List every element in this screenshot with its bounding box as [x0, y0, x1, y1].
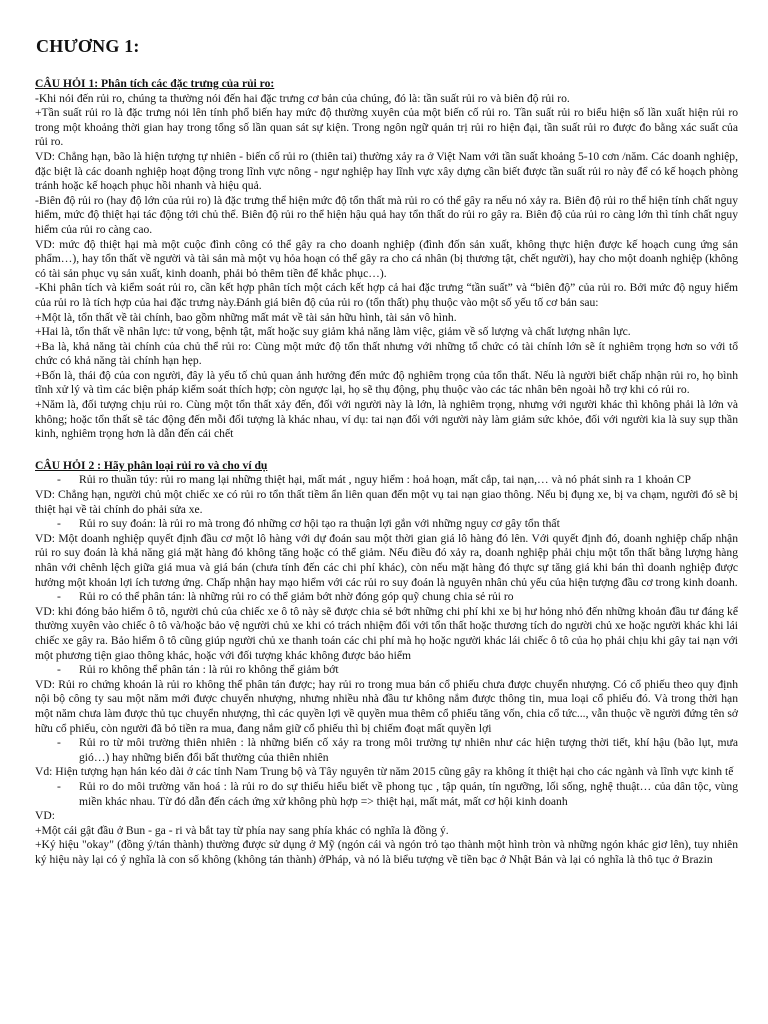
chapter-title: CHƯƠNG 1: [36, 36, 140, 56]
paragraph: Vd: Hiện tượng hạn hán kéo dài ở các tỉnh Nam Trung bộ và Tây nguyên từ năm 2015 cũng gây ra không ít thiệt hại cho các ngành và lĩnh vực kinh tế [35, 765, 734, 779]
paragraph: -Khi nói đến rủi ro, chúng ta thường nói đến hai đặc trưng cơ bản của chúng, đó là: tần suất rủi ro và biên độ rủi ro. [35, 91, 570, 105]
paragraph: VD: Chẳng hạn, bão là hiện tượng tự nhiên - biến cố rủi ro (thiên tai) thường xảy ra ở Việt Nam với tần suất khoảng 5-10 cơn /năm. Các doanh nghiệp, đặc biệt là các doanh nghiệp hoạt động trong lĩnh vực nông - ngư nghiệp hay lĩnh vực xây dựng cần biết được tần suất rủi ro này để có kế hoạch phòng tránh hoặc kế hoạch phục hồi nhanh và hiệu quả. [35, 149, 738, 193]
document-body [35, 77, 738, 867]
paragraph: VD: khi đóng bảo hiểm ô tô, người chủ của chiếc xe ô tô này sẽ được chia sẻ bớt những chi phí khi xe bị hư hỏng nhỏ đến những khoản đầu tư đáng kể thường xuyên vào chiếc ô tô và/hoặc bảo vệ người chủ xe khi có trách nhiệm đối với tổn thất hoặc thương tích do người chủ xe hoặc người khác khi lái chiếc xe gây ra. Bảo hiểm ô tô cũng giúp người chủ xe thanh toán các chi phí mà họ hoặc người khác lái chiếc ô tô của họ phải chịu khi gây tai nạn với một phương tiện giao thông khác, hoặc với đối tượng khác không được bảo hiểm [35, 604, 738, 662]
section-gap [35, 442, 738, 459]
paragraph: VD: mức độ thiệt hại mà một cuộc đình công có thể gây ra cho doanh nghiệp (đình đốn sản xuất, không thực hiện được kế hoạch cung ứng sản phẩm…), hay tổn thất về người và tài sản mà một vụ hỏa hoạn có thể gây ra cho cá nhân (bị thương tật, chết người), hay cho một doanh nghiệp (không có tài sản phục vụ sản xuất, kinh doanh, phải bỏ thêm tiền để khắc phục…). [35, 237, 738, 280]
risk-type-list [35, 780, 738, 809]
list-item: - Rủi ro thuần túy: rủi ro mang lại những thiệt hại, mất mát , nguy hiểm : hoả hoạn, mất cắp, tai nạn,… và nó phát sinh ra 1 khoản CP [35, 473, 738, 488]
paragraph: +Một là, tổn thất về tài chính, bao gồm những mất mát về tài sản hữu hình, tài sản vô hình. [35, 310, 457, 324]
paragraph: +Tần suất rủi ro là đặc trưng nói lên tính phổ biến hay mức độ thường xuyên của một biến cố rủi ro. Tần suất rủi ro biểu hiện số lần xuất hiện rủi ro trong một khoảng thời gian hay trong tổng số lần quan sát sự kiện. Trong ngôn ngữ quản trị rủi ro hiện đại, tần suất rủi ro được đo bằng xác suất của rủi ro. [35, 106, 738, 149]
paragraph: +Bốn là, thái độ của con người, đây là yếu tố chủ quan ảnh hưởng đến mức độ nghiêm trọng của tổn thất. Nếu là người biết chấp nhận rủi ro, họ bình tĩnh xử lý và tìm các biện pháp kiểm soát thích hợp; còn ngược lại, họ sẽ thụ động, phụ thuộc vào các tác nhân bên ngoài hỗ trợ khi có rủi ro. [35, 368, 738, 397]
paragraph: +Một cái gật đầu ở Bun - ga - ri và bắt tay từ phía nay sang phía khác có nghĩa là đồng ý. [35, 823, 449, 837]
paragraph: +Hai là, tổn thất về nhân lực: tử vong, bệnh tật, mất hoặc suy giảm khả năng làm việc, giảm về số lượng và chất lượng nhân lực. [35, 325, 631, 339]
paragraph: +Ba là, khả năng tài chính của chủ thể rủi ro: Cùng một mức độ tổn thất nhưng với những tổ chức có tài chính lớn sẽ ít nghiêm trọng hơn so với tổ chức có khả năng tài chính hạn hẹp. [35, 339, 738, 368]
list-item: - Rủi ro do môi trường văn hoá : là rủi ro do sự thiếu hiểu biết về phong tục , tập quán, tín ngưỡng, lối sống, nghệ thuật… của dân tộc, vùng miền khác nhau. Từ đó dẫn đến cách ứng xử không phù hợp => thiệt hại, mất mát, mất cơ hội kinh doanh [35, 780, 738, 809]
risk-type-list [35, 590, 738, 605]
paragraph: -Biên độ rủi ro (hay độ lớn của rủi ro) là đặc trưng thể hiện mức độ tổn thất mà rủi ro có thể gây ra nếu nó xảy ra. Biên độ rủi ro thể hiện tính chất nguy hiểm, mức độ thiệt hại tác động tới chủ thể. Biên độ rủi ro thể hiện hậu quả hay tổn thất do rủi ro gây ra. Biên độ của rủi ro càng lớn thì tính chất nguy hiểm của rủi ro càng cao. [35, 193, 738, 236]
risk-type-list [35, 663, 738, 678]
paragraph: VD: Chẳng hạn, người chủ một chiếc xe có rủi ro tổn thất tiềm ẩn liên quan đến một vụ tai nạn giao thông. Nếu bị đụng xe, bị va chạm, người đó sẽ bị thiệt hại về tài chính do phải sửa xe. [35, 488, 738, 516]
question-1-heading: CÂU HỎI 1: Phân tích các đặc trưng của rủi ro: [35, 77, 275, 90]
list-item: - Rủi ro không thể phân tán : là rủi ro không thể giảm bớt [35, 663, 738, 678]
risk-type-list [35, 517, 738, 532]
list-item: - Rủi ro suy đoán: là rủi ro mà trong đó những cơ hội tạo ra thuận lợi gắn với những nguy cơ gây tổn thất [35, 517, 738, 532]
list-item: - Rủi ro từ môi trường thiên nhiên : là những biến cố xảy ra trong môi trường tự nhiên như các hiện tượng thời tiết, khí hậu (bão lụt, mưa gió…) hay những biến đổi bất thường của thiên nhiên [35, 736, 738, 765]
paragraph: +Năm là, đối tượng chịu rủi ro. Cùng một tổn thất xảy đến, đối với người này là lớn, là nghiêm trọng, nhưng với người khác thì không phải là lớn và không; hoặc tổn thất sẽ tác động đến mỗi đối tượng là khác nhau, ví dụ: tai nạn đối với người này làm giảm sức khỏe, đối với người kia là suy sụp thần kinh, nghiêm trọng hơn là dẫn đến cái chết [35, 398, 738, 441]
paragraph: +Ký hiệu "okay" (đồng ý/tán thành) thường được sử dụng ở Mỹ (ngón cái và ngón trỏ tạo thành một hình tròn và những ngón khác giơ lên), tuy nhiên ký hiệu này lại có ý nghĩa là con số không (không tán thành) ởPháp, và nó là biểu tượng về tiền bạc ở Nhật Bản và lại có nghĩa là thô tục ở Brazin [35, 838, 738, 866]
paragraph: -Khi phân tích và kiểm soát rủi ro, cần kết hợp phân tích một cách kết hợp cả hai đặc trưng “tần suất” và “biên độ” của rủi ro. Bởi mức độ nguy hiểm của rủi ro là tích hợp của hai đặc trưng này.Đánh giá biên độ của rủi ro (tổn thất) phụ thuộc vào một số yếu tố cơ bản sau: [35, 281, 738, 309]
paragraph: VD: [35, 809, 55, 823]
list-item: - Rủi ro có thể phân tán: là những rủi ro có thể giảm bớt nhờ đóng góp quỹ chung chia sẻ rủi ro [35, 590, 738, 605]
paragraph: VD: Một doanh nghiệp quyết định đầu cơ một lô hàng với dự đoán sau một thời gian giá lô hàng đó lên. Với quyết định đó, doanh nghiệp chấp nhận rủi ro suy đoán là khả năng giá mặt hàng đó không tăng hoặc có thể giảm. Nếu điều đó xảy ra, doanh nghiệp phải chịu một tổn thất bằng lượng hàng nhân với chênh lệch giữa giá mua và giá bán (chưa tính đến các chi phí khác), còn nếu mặt hàng đó thực sự tăng giá khi bán thì doanh nghiệp được hưởng một khoản lợi ích tương ứng. Chấp nhận hay mạo hiểm với các rủi ro suy đoán là nguyên nhân chủ yếu của hiện tượng đầu cơ trong kinh doanh. [35, 531, 738, 589]
risk-type-list [35, 473, 738, 488]
paragraph: VD: Rủi ro chứng khoán là rủi ro không thể phân tán được; hay rủi ro trong mua bán cổ phiếu chưa được chuyển nhượng. Có cổ phiếu theo quy định nội bộ công ty sau một năm mới được chuyển nhượng, nhưng nhiều nhà đầu tư không nắm được thông tin, mua loại cổ phiếu đó. Và trong thời hạn một năm chưa làm được thủ tục chuyển nhượng, thì các quyền lợi về quyền mua thêm cổ phiếu tăng vốn, chia cổ tức..., vẫn thuộc về người đứng tên sở hữu cổ phiếu, còn người đã bỏ tiền ra mua, đang nắm giữ cổ phiếu thì bị chiếm đoạt mất quyền lợi [35, 677, 738, 735]
question-2-heading: CÂU HỎI 2 : Hãy phân loại rủi ro và cho ví dụ [35, 458, 268, 472]
risk-type-list [35, 736, 738, 765]
